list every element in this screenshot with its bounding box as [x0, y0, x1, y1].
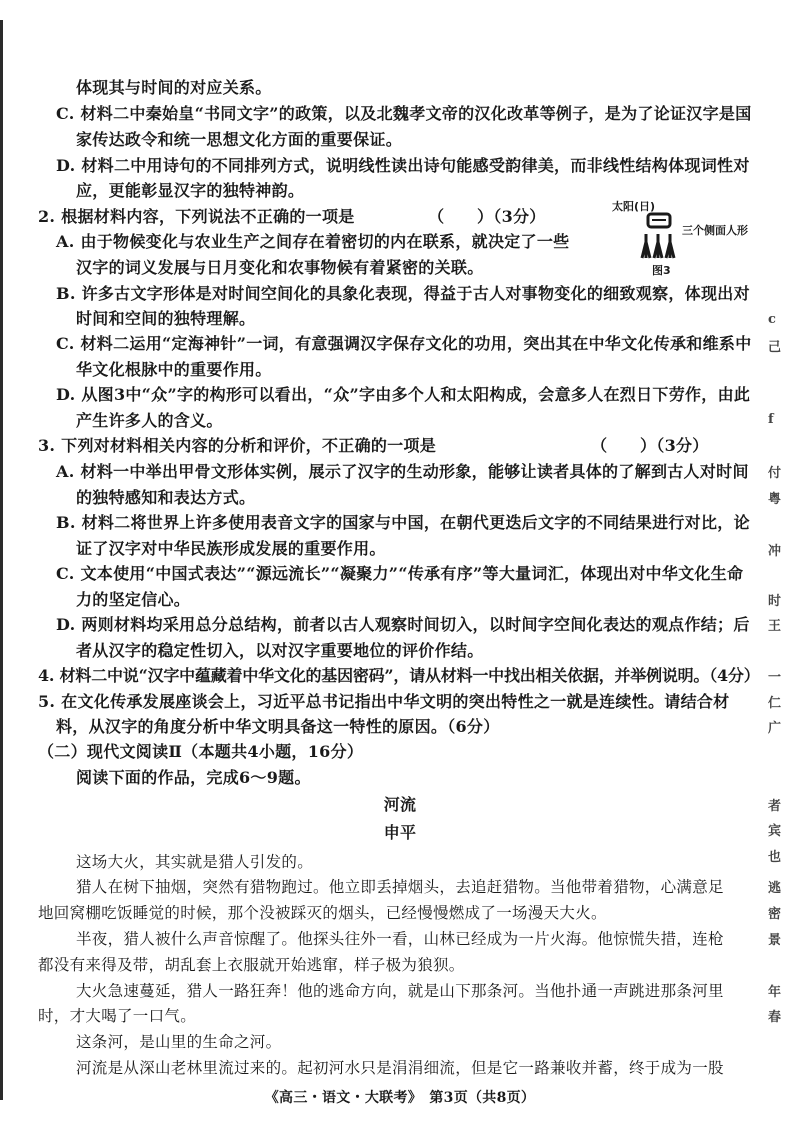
- line: A. 由于物候变化与农业生产之间存在着密切的内在联系，就决定了一些: [56, 232, 570, 251]
- line: 产生许多人的含义。: [76, 411, 223, 430]
- margin-glyph: 宾: [768, 824, 782, 839]
- story-line: 猎人在树下抽烟，突然有猎物跑过。他立即丢掉烟头，去追赶猎物。当他带着猎物，心满意足: [76, 878, 724, 896]
- figure-3: [612, 196, 800, 276]
- story-line: 半夜，猎人被什么声音惊醒了。他探头往外一看，山林已经成为一片火海。他惊慌失措，连枪: [76, 930, 724, 948]
- margin-glyph: 己: [768, 340, 782, 355]
- margin-glyph: c: [768, 312, 776, 327]
- line: 料，从汉字的角度分析中华文明具备这一特性的原因。（6分）: [56, 717, 500, 736]
- line: 时间和空间的独特理解。: [76, 309, 256, 328]
- question-5: 5. 在文化传承发展座谈会上，习近平总书记指出中华文明的突出特性之一就是连续性。请结合材: [38, 692, 730, 711]
- story-line: 地回窝棚吃饭睡觉的时候，那个没被踩灭的烟头，已经慢慢燃成了一场漫天大火。: [38, 904, 607, 922]
- line: 华文化根脉中的重要作用。: [76, 360, 272, 379]
- zhong-glyph-icon: [640, 212, 680, 264]
- line: D. 材料二中用诗句的不同排列方式，说明线性读出诗句能感受韵律美，而非线性结构体现词性对: [56, 156, 750, 175]
- story-line: 这条河，是山里的生命之河。: [76, 1033, 282, 1051]
- figure-label-people: 三个侧面人形: [682, 224, 748, 237]
- margin-glyph: 逃: [768, 881, 782, 896]
- margin-glyph: 仁: [768, 696, 782, 711]
- line: 者从汉字的稳定性切入，以对汉字重要地位的评价作结。: [76, 641, 484, 660]
- margin-glyph: 冲: [768, 544, 782, 559]
- figure-label-sun: 太阳(日): [612, 200, 656, 213]
- margin-glyph: 景: [768, 933, 782, 948]
- line: 汉字的词义发展与日月变化和农事物候有着紧密的关联。: [76, 258, 484, 277]
- story-author: 申平: [383, 823, 417, 842]
- line: C. 文本使用“中国式表达”“源远流长”“凝聚力”“传承有序”等大量词汇，体现出对中华文化生命: [56, 564, 744, 583]
- line: C. 材料二运用“定海神针”一词，有意强调汉字保存文化的功用，突出其在中华文化传承和维系中: [56, 334, 752, 353]
- story-line: 时，才大喝了一口气。: [38, 1007, 197, 1025]
- question-4: 4. 材料二中说“汉字中蕴藏着中华文化的基因密码”，请从材料一中找出相关依据，并举例说明。（4分）: [38, 666, 760, 685]
- line: 体现其与时间的对应关系。: [76, 78, 272, 97]
- story-title: 河流: [383, 795, 417, 814]
- line: A. 材料一中举出甲骨文形体实例，展示了汉字的生动形象，能够让读者具体的了解到古人对时间: [56, 462, 749, 481]
- margin-glyph: 密: [768, 907, 782, 922]
- page-footer: 《高三・语文・大联考》 第3页（共8页）: [264, 1090, 536, 1106]
- line: D. 两则材料均采用总分总结构，前者以古人观察时间切入，以时间字空间化表达的观点作结；后: [56, 615, 750, 634]
- margin-glyph: 者: [768, 799, 782, 814]
- instruction: 阅读下面的作品，完成6～9题。: [76, 768, 311, 787]
- line: 应，更能彰显汉字的独特神韵。: [76, 181, 305, 200]
- line: B. 许多古文字形体是对时间空间化的具象化表现，得益于古人对事物变化的细致观察，体现出对: [56, 284, 750, 303]
- margin-glyph: 一: [768, 670, 782, 685]
- margin-glyph: 王: [768, 619, 782, 634]
- question-3: 3. 下列对材料相关内容的分析和评价，不正确的一项是 （ ）（3分）: [38, 436, 709, 455]
- line: D. 从图3中“众”字的构形可以看出，“众”字由多个人和太阳构成，会意多人在烈日下劳作，由此: [56, 385, 751, 404]
- line: 力的坚定信心。: [76, 590, 191, 609]
- margin-glyph: 春: [768, 1010, 782, 1025]
- line: C. 材料二中秦始皇“书同文字”的政策，以及北魏孝文帝的汉化改革等例子，是为了论证汉字是国: [56, 104, 752, 123]
- page-binding-edge: [0, 20, 3, 1100]
- margin-glyph: f: [768, 412, 774, 427]
- story-line: 河流是从深山老林里流过来的。起初河水只是涓涓细流，但是它一路兼收并蓄，终于成为一股: [76, 1059, 724, 1077]
- margin-glyph: 年: [768, 985, 782, 1000]
- margin-glyph: 粤: [768, 492, 782, 507]
- story-line: 这场大火，其实就是猎人引发的。: [76, 853, 314, 871]
- line: 证了汉字对中华民族形成发展的重要作用。: [76, 539, 386, 558]
- question-2: 2. 根据材料内容，下列说法不正确的一项是 （ ）（3分）: [38, 207, 546, 226]
- margin-glyph: 也: [768, 850, 782, 865]
- margin-glyph: 时: [768, 594, 782, 609]
- line: 的独特感知和表达方式。: [76, 488, 256, 507]
- story-line: 大火急速蔓延，猎人一路狂奔！他的逃命方向，就是山下那条河。当他扑通一声跳进那条河里: [76, 982, 724, 1000]
- line: B. 材料二将世界上许多使用表音文字的国家与中国，在朝代更迭后文字的不同结果进行对比，论: [56, 513, 750, 532]
- story-line: 都没有来得及带，胡乱套上衣服就开始逃窜，样子极为狼狈。: [38, 956, 465, 974]
- margin-glyph: 广: [768, 721, 782, 736]
- margin-glyph: 付: [768, 466, 782, 481]
- section-heading: （二）现代文阅读Ⅱ（本题共4小题，16分）: [38, 742, 364, 761]
- figure-caption: 图3: [652, 264, 671, 277]
- line: 家传达政令和统一思想文化方面的重要保证。: [76, 130, 403, 149]
